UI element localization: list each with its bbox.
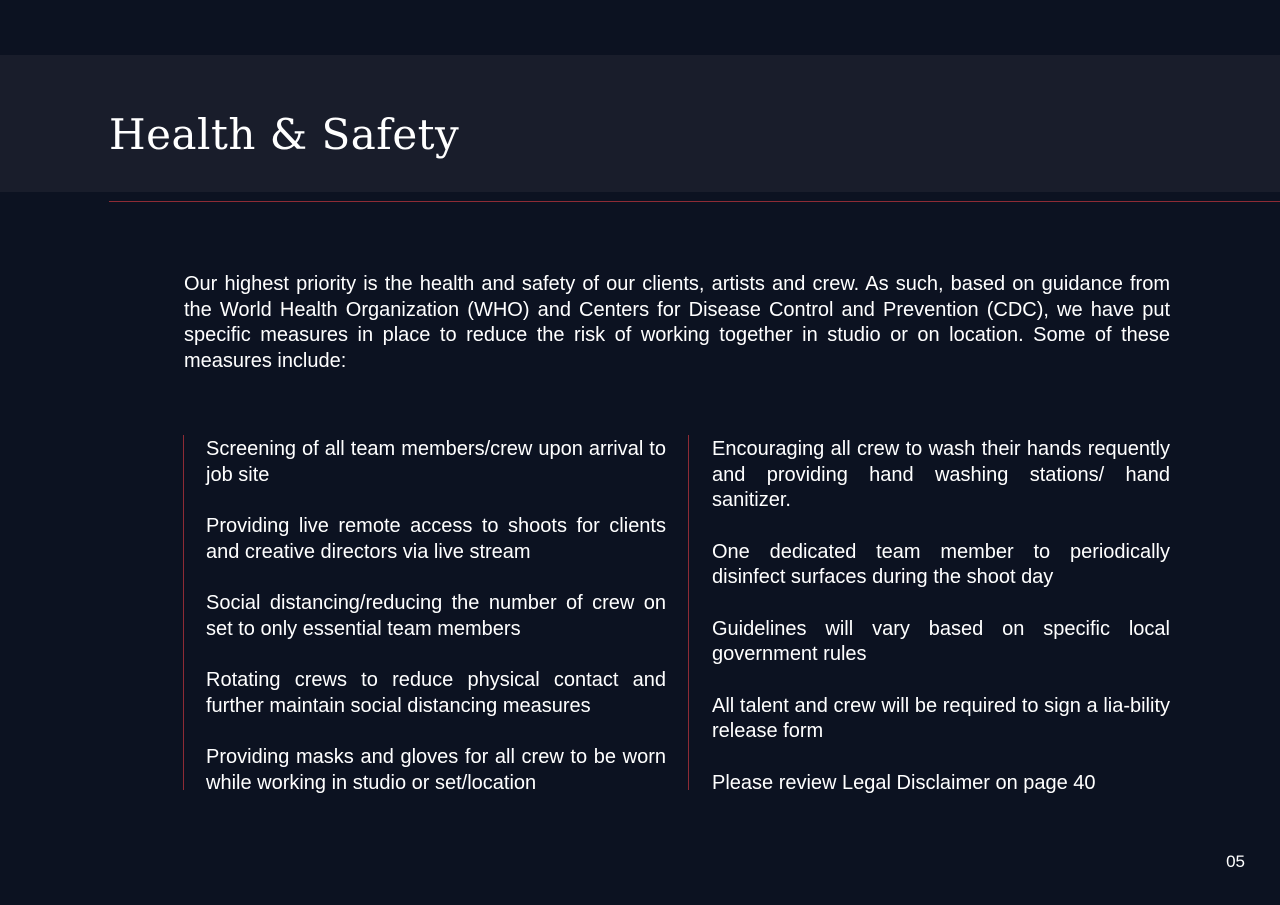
page-number: 05	[1226, 852, 1245, 871]
measure-item: Please review Legal Disclaimer on page 40	[712, 771, 1096, 794]
page-title: Health & Safety	[109, 110, 460, 159]
measure-item: All talent and crew will be required to sign a lia-bility release form	[712, 694, 1170, 742]
measure-item: Encouraging all crew to wash their hands requently and providing hand washing stations/ hand sanitizer.	[712, 438, 1170, 511]
measure-item: Screening of all team members/crew upon arrival to job site	[206, 438, 666, 486]
measure-item: Guidelines will vary based on specific local government rules	[712, 617, 1170, 665]
intro-paragraph: Our highest priority is the health and safety of our clients, artists and crew. As such, based on guidance from the World Health Organization (WHO) and Centers for Disease Control and Prevention (CDC), we have put specific measures in place to reduce the risk of working together in studio or on location. Some of these measures include:	[184, 273, 1170, 372]
measure-item: Providing masks and gloves for all crew to be worn while working in studio or set/location	[206, 746, 666, 794]
header-divider	[109, 201, 1280, 202]
measures-column-left	[183, 435, 666, 794]
measures-column-right	[688, 435, 1170, 794]
measure-item: Rotating crews to reduce physical contact and further maintain social distancing measures	[206, 669, 666, 717]
measure-item: Social distancing/reducing the number of crew on set to only essential team members	[206, 592, 666, 640]
measure-item: Providing live remote access to shoots for clients and creative directors via live stream	[206, 515, 666, 563]
measure-item: One dedicated team member to periodically disinfect surfaces during the shoot day	[712, 540, 1170, 588]
